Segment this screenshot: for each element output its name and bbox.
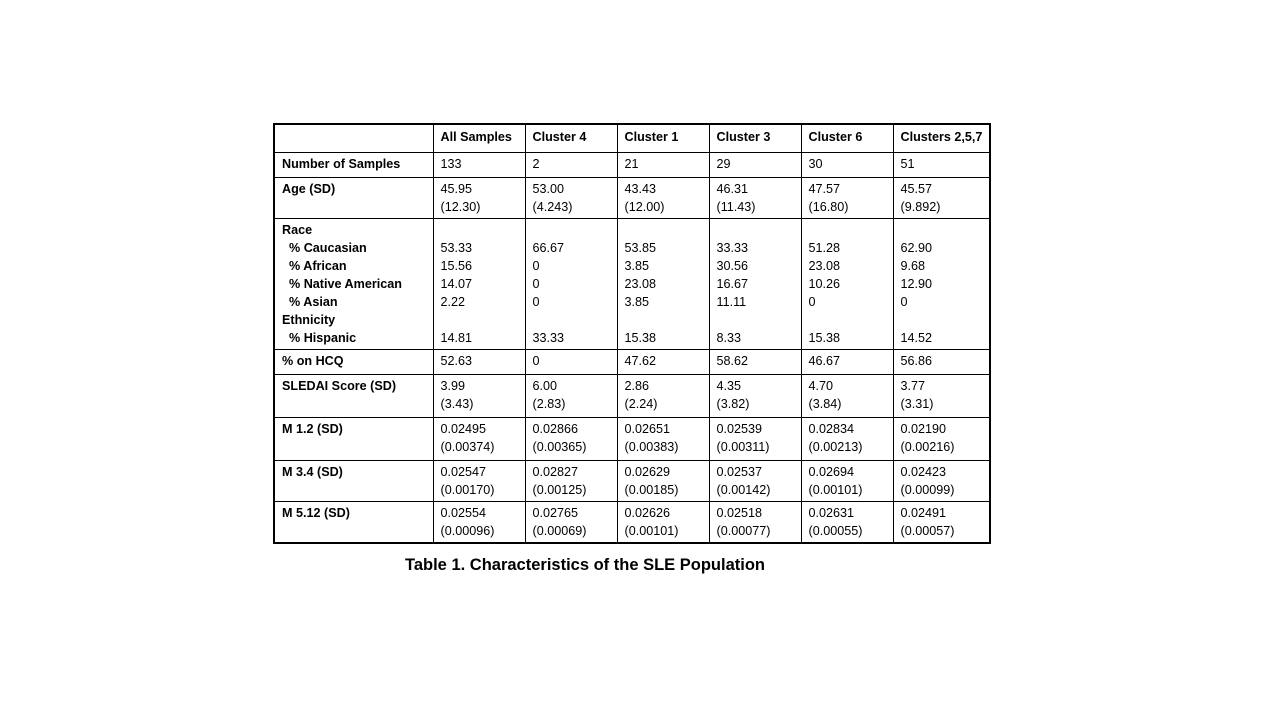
header-cluster-6: Cluster 6 <box>801 124 893 153</box>
sd-value: (11.43) <box>716 200 756 214</box>
mean-value: 0.02694 <box>808 465 855 479</box>
sd-value: (12.30) <box>440 200 481 214</box>
cell-value <box>801 178 893 219</box>
hispanic-value: 15.38 <box>624 331 657 345</box>
native-american-value: 0 <box>532 277 540 291</box>
row-label-group <box>274 219 433 350</box>
row-sledai <box>274 375 990 418</box>
caucasian-value: 62.90 <box>900 241 933 255</box>
mean-value: 6.00 <box>532 379 558 393</box>
cell-value <box>801 461 893 502</box>
cell-value: 56.86 <box>893 350 990 375</box>
sd-value: (9.892) <box>900 200 941 214</box>
mean-value: 0.02190 <box>900 422 947 436</box>
sd-value: (4.243) <box>532 200 573 214</box>
asian-value: 3.85 <box>624 295 650 309</box>
cell-value <box>893 178 990 219</box>
hispanic-value: 14.52 <box>900 331 933 345</box>
sd-value: (3.31) <box>900 397 934 411</box>
mean-value: 0.02827 <box>532 465 579 479</box>
african-value: 0 <box>532 259 540 273</box>
row-age <box>274 178 990 219</box>
header-all-samples: All Samples <box>433 124 525 153</box>
mean-value: 0.02547 <box>440 465 487 479</box>
cell-value: 46.67 <box>801 350 893 375</box>
cell-value <box>617 375 709 418</box>
caucasian-value: 33.33 <box>716 241 749 255</box>
asian-value: 2.22 <box>440 295 466 309</box>
sd-value: (0.00069) <box>532 524 587 538</box>
caucasian-value: 51.28 <box>808 241 841 255</box>
cell-value <box>709 178 801 219</box>
header-cluster-4: Cluster 4 <box>525 124 617 153</box>
header-cluster-1: Cluster 1 <box>617 124 709 153</box>
cell-value <box>617 461 709 502</box>
cell-value: 133 <box>433 153 525 178</box>
cell-value <box>709 461 801 502</box>
sd-value: (0.00365) <box>532 440 587 454</box>
sle-characteristics-table <box>273 123 991 544</box>
header-cluster-3: Cluster 3 <box>709 124 801 153</box>
cell-value <box>617 418 709 461</box>
row-label: M 3.4 (SD) <box>274 461 433 502</box>
sd-value: (0.00125) <box>532 483 587 497</box>
cell-value <box>617 502 709 544</box>
row-m1-2 <box>274 418 990 461</box>
mean-value: 0.02537 <box>716 465 763 479</box>
mean-value: 0.02631 <box>808 506 855 520</box>
cell-value: 29 <box>709 153 801 178</box>
asian-value: 11.11 <box>716 295 747 309</box>
mean-value: 43.43 <box>624 182 657 196</box>
cell-value-group <box>617 219 709 350</box>
cell-value: 47.62 <box>617 350 709 375</box>
row-label: Age (SD) <box>274 178 433 219</box>
mean-value: 4.35 <box>716 379 742 393</box>
mean-value: 0.02651 <box>624 422 671 436</box>
row-m3-4 <box>274 461 990 502</box>
row-hcq <box>274 350 990 375</box>
cell-value <box>801 375 893 418</box>
sd-value: (0.00055) <box>808 524 863 538</box>
cell-value <box>525 418 617 461</box>
cell-value <box>525 461 617 502</box>
native-american-value: 14.07 <box>440 277 473 291</box>
row-m5-12 <box>274 502 990 544</box>
mean-value: 0.02834 <box>808 422 855 436</box>
cell-value <box>433 418 525 461</box>
sd-value: (3.82) <box>716 397 750 411</box>
mean-value: 45.95 <box>440 182 473 196</box>
row-label: M 5.12 (SD) <box>274 502 433 544</box>
mean-value: 0.02491 <box>900 506 947 520</box>
sd-value: (16.80) <box>808 200 849 214</box>
sd-value: (2.83) <box>532 397 566 411</box>
race-label: Race <box>282 223 313 237</box>
mean-value: 53.00 <box>532 182 565 196</box>
row-label: Number of Samples <box>274 153 433 178</box>
row-label: % on HCQ <box>274 350 433 375</box>
cell-value <box>893 375 990 418</box>
sd-value: (2.24) <box>624 397 658 411</box>
caucasian-label: % Caucasian <box>289 241 367 255</box>
cell-value: 21 <box>617 153 709 178</box>
mean-value: 3.77 <box>900 379 926 393</box>
native-american-label: % Native American <box>289 277 402 291</box>
sd-value: (0.00077) <box>716 524 771 538</box>
cell-value: 58.62 <box>709 350 801 375</box>
mean-value: 45.57 <box>900 182 933 196</box>
asian-label: % Asian <box>289 295 338 309</box>
cell-value <box>893 461 990 502</box>
caucasian-value: 66.67 <box>532 241 565 255</box>
sd-value: (0.00311) <box>716 440 770 454</box>
asian-value: 0 <box>808 295 816 309</box>
mean-value: 4.70 <box>808 379 834 393</box>
cell-value: 0 <box>525 350 617 375</box>
sd-value: (0.00096) <box>440 524 495 538</box>
row-race-ethnicity <box>274 219 990 350</box>
cell-value <box>709 502 801 544</box>
cell-value <box>433 461 525 502</box>
cell-value <box>525 375 617 418</box>
african-value: 30.56 <box>716 259 749 273</box>
ethnicity-label: Ethnicity <box>282 313 336 327</box>
sd-value: (0.00374) <box>440 440 495 454</box>
cell-value: 2 <box>525 153 617 178</box>
mean-value: 3.99 <box>440 379 466 393</box>
cell-value <box>709 418 801 461</box>
african-value: 15.56 <box>440 259 473 273</box>
mean-value: 0.02626 <box>624 506 671 520</box>
cell-value-group <box>801 219 893 350</box>
cell-value <box>433 178 525 219</box>
cell-value: 51 <box>893 153 990 178</box>
sd-value: (0.00216) <box>900 440 955 454</box>
african-label: % African <box>289 259 347 273</box>
header-row <box>274 124 990 153</box>
header-clusters-2-5-7: Clusters 2,5,7 <box>893 124 990 153</box>
sd-value: (0.00142) <box>716 483 771 497</box>
hispanic-value: 15.38 <box>808 331 841 345</box>
hispanic-value: 8.33 <box>716 331 742 345</box>
cell-value: 52.63 <box>433 350 525 375</box>
sd-value: (3.43) <box>440 397 474 411</box>
mean-value: 0.02554 <box>440 506 487 520</box>
african-value: 23.08 <box>808 259 841 273</box>
cell-value <box>525 502 617 544</box>
cell-value <box>893 502 990 544</box>
african-value: 9.68 <box>900 259 926 273</box>
table-caption <box>273 556 989 575</box>
asian-value: 0 <box>900 295 908 309</box>
cell-value <box>617 178 709 219</box>
cell-value <box>433 502 525 544</box>
mean-value: 0.02518 <box>716 506 763 520</box>
mean-value: 2.86 <box>624 379 650 393</box>
mean-value: 46.31 <box>716 182 749 196</box>
sd-value: (0.00099) <box>900 483 955 497</box>
cell-value-group <box>525 219 617 350</box>
mean-value: 0.02539 <box>716 422 763 436</box>
sd-value: (0.00101) <box>624 524 679 538</box>
caucasian-value: 53.33 <box>440 241 473 255</box>
african-value: 3.85 <box>624 259 650 273</box>
row-label: SLEDAI Score (SD) <box>274 375 433 418</box>
mean-value: 0.02423 <box>900 465 947 479</box>
cell-value-group <box>893 219 990 350</box>
sd-value: (0.00383) <box>624 440 679 454</box>
caucasian-value: 53.85 <box>624 241 657 255</box>
mean-value: 47.57 <box>808 182 841 196</box>
asian-value: 0 <box>532 295 540 309</box>
hispanic-label: % Hispanic <box>289 331 357 345</box>
sd-value: (3.84) <box>808 397 842 411</box>
sd-value: (0.00185) <box>624 483 679 497</box>
header-cell-empty <box>274 124 433 153</box>
row-label: M 1.2 (SD) <box>274 418 433 461</box>
cell-value <box>801 418 893 461</box>
mean-value: 0.02495 <box>440 422 487 436</box>
cell-value <box>801 502 893 544</box>
mean-value: 0.02765 <box>532 506 579 520</box>
cell-value <box>525 178 617 219</box>
native-american-value: 10.26 <box>808 277 841 291</box>
sd-value: (0.00213) <box>808 440 863 454</box>
row-number-of-samples <box>274 153 990 178</box>
caption-text: Table 1. Characteristics of the SLE Population <box>404 556 766 574</box>
cell-value-group <box>709 219 801 350</box>
hispanic-value: 14.81 <box>440 331 473 345</box>
hispanic-value: 33.33 <box>532 331 565 345</box>
native-american-value: 16.67 <box>716 277 749 291</box>
sd-value: (0.00170) <box>440 483 495 497</box>
mean-value: 0.02866 <box>532 422 579 436</box>
cell-value: 30 <box>801 153 893 178</box>
sd-value: (0.00101) <box>808 483 863 497</box>
mean-value: 0.02629 <box>624 465 671 479</box>
cell-value <box>709 375 801 418</box>
sd-value: (0.00057) <box>900 524 955 538</box>
native-american-value: 12.90 <box>900 277 933 291</box>
cell-value <box>893 418 990 461</box>
native-american-value: 23.08 <box>624 277 657 291</box>
cell-value <box>433 375 525 418</box>
cell-value-group <box>433 219 525 350</box>
sd-value: (12.00) <box>624 200 665 214</box>
